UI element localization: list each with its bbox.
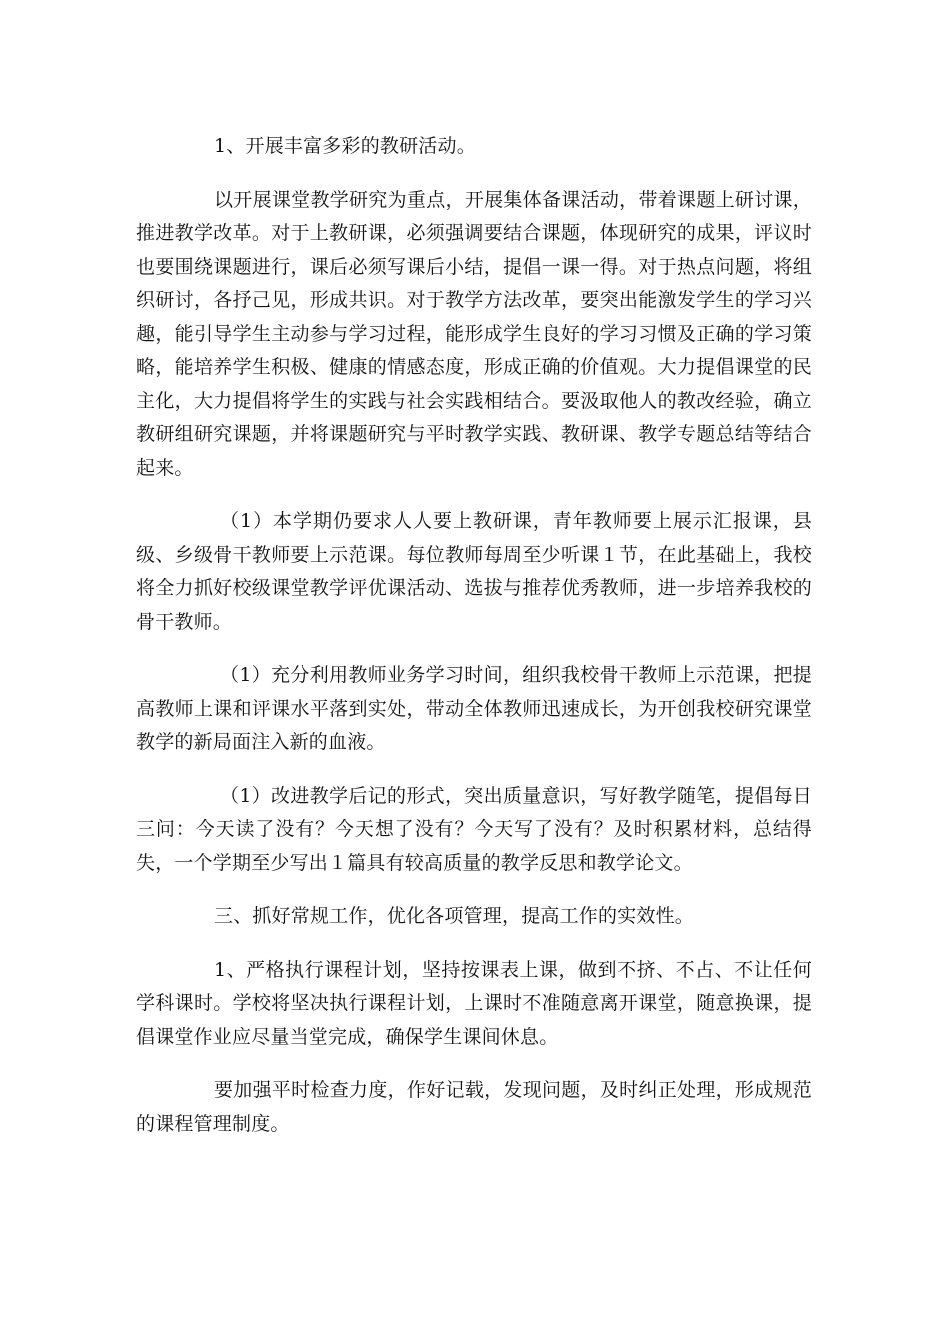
paragraph-heading-activities: 1、开展丰富多彩的教研活动。 <box>214 135 476 157</box>
paragraph-item-teaching-classes: （1）本学期仍要求人人要上教研课，青年教师要上展示汇报课，县级、乡级骨干教师要上示范课。每位教师每周至少听课１节，在此基础上，我校将全力抓好校级课堂教学评优课活动、选拔与推荐优秀教师，进一步培养我校的骨干教师。 <box>136 510 812 633</box>
paragraph-inspection: 要加强平时检查力度，作好记载，发现问题，及时纠正处理，形成规范的课程管理制度。 <box>136 1079 812 1135</box>
paragraph-classroom-research: 以开展课堂教学研究为重点，开展集体备课活动，带着课题上研讨课，推进教学改革。对于上教研课，必须强调要结合课题，体现研究的成果，评议时也要围绕课题进行，课后必须写课后小结，提倡一课一得。对于热点问题，将组织研讨，各抒己见，形成共识。对于教学方法改革，要突出能激发学生的学习兴趣，能引导学生主动参与学习过程，能形成学生良好的学习习惯及正确的学习策略，能培养学生积极、健康的情感态度，形成正确的价值观。大力提倡课堂的民主化，大力提倡将学生的实践与社会实践相结合。要汲取他人的教改经验，确立教研组研究课题，并将课题研究与平时教学实践、教研课、教学专题总结等结合起来。 <box>136 188 812 479</box>
paragraph-item-demo-classes: （1）充分利用教师业务学习时间，组织我校骨干教师上示范课，把提高教师上课和评课水平落到实处，带动全体教师迅速成长，为开创我校研究课堂教学的新局面注入新的血液。 <box>136 664 812 753</box>
paragraph-item-reflection: （1）改进教学后记的形式，突出质量意识，写好教学随笔，提倡每日三问：今天读了没有？今天想了没有？今天写了没有？及时积累材料，总结得失，一个学期至少写出１篇具有较高质量的教学反思和教学论文。 <box>136 784 812 874</box>
paragraph-heading-routine-work: 三、抓好常规工作，优化各项管理，提高工作的实效性。 <box>214 905 695 927</box>
paragraph-curriculum-plan: 1、严格执行课程计划，坚持按课表上课，做到不挤、不占、不让任何学科课时。学校将坚决执行课程计划，上课时不准随意离开课堂，随意换课，提倡课堂作业应尽量当堂完成，确保学生课间休息。 <box>136 958 812 1048</box>
document-body <box>136 130 812 1161</box>
